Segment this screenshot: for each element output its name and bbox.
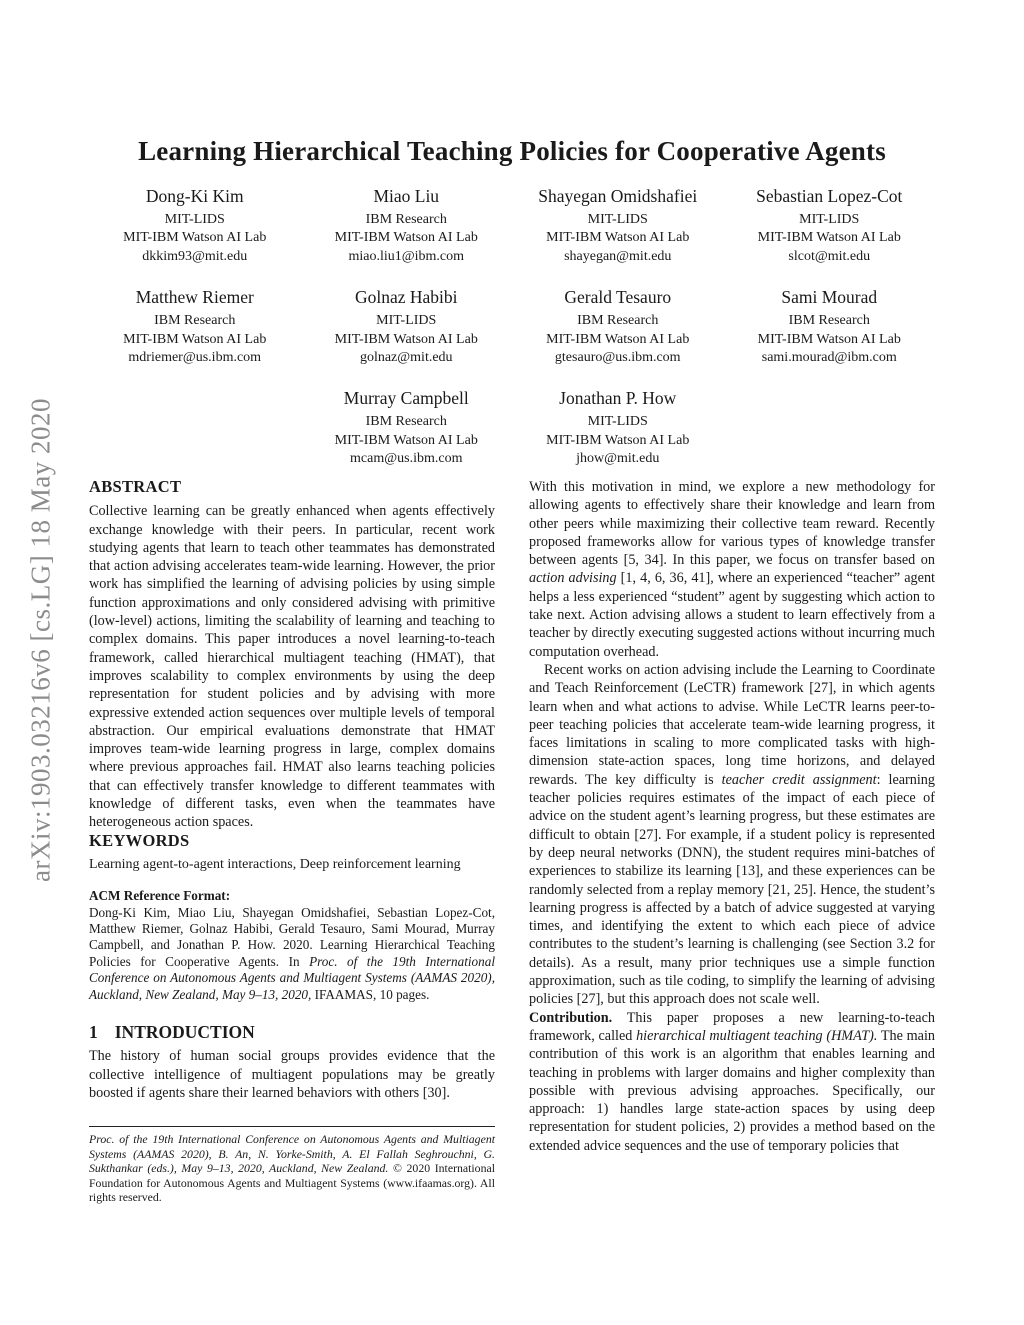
introduction-text: The history of human social groups provides evidence that the collective intelligence of multiagent populations may be greatly boosted if agents share their learned behaviors with others [30]. xyxy=(89,1048,495,1101)
acm-reference-heading: ACM Reference Format: xyxy=(89,888,231,904)
author-affiliation: MIT-LIDS xyxy=(587,212,648,227)
author-block xyxy=(89,287,301,367)
author-email: gtesauro@us.ibm.com xyxy=(554,350,681,366)
author-affiliation: MIT-IBM Watson AI Lab xyxy=(334,331,478,347)
author-affiliation: IBM Research xyxy=(154,313,236,329)
section-title: INTRODUCTION xyxy=(114,1022,255,1043)
acm-reference-venue: Proc. of the 19th International Conference on Autonomous Agents and Multiagent Systems (AAMAS 2020), Auckland, New Zealand, May 9–13, 2020, xyxy=(89,953,495,1002)
paragraph-text: : learning teacher policies requires estimates of the impact of each piece of advice on the student agent’s learning progress, but these estimates are difficult to obtain [27]. For example, if a student policy is represented by deep neural networks (DNN), the student requires mini-batches of experiences to stabilize its learning [13], and these experiences can be randomly selected from a replay memory [21, 25]. Hence, the student’s learning progress is affected by a batch of advice suggested at varying times, and identifying the extent to which each piece of advice contributes to the student’s learning is challenging (see Section 3.2 for details). As a result, many prior techniques use a simple function approximation, such as tile coding, to simplify the learning of advising policies [27], but this approach does not scale well. xyxy=(529,771,935,1008)
acm-reference xyxy=(89,888,495,1003)
footnote-venue: Proc. of the 19th International Conference on Autonomous Agents and Multiagent Systems (AAMAS 2020), B. An, N. Yorke-Smith, A. El Fallah Seghrouchni, G. Sukthankar (eds.), May 9–13, 2020, Auckland, New Zealand. xyxy=(89,1132,495,1176)
author-affiliation: MIT-IBM Watson AI Lab xyxy=(757,331,901,347)
paragraph-text: [1, 4, 6, 36, 41], where an experienced “teacher” agent helps a less experienced “student” agent by suggesting which action to take next. Action advising allows a student to learn effectively from a teacher by directly executing suggested actions without incurring much computation overhead. xyxy=(529,570,935,660)
paragraph-text: Recent works on action advising include the Learning to Coordinate and Teach Reinforcement (LeCTR) framework [27], in which agents learn when and what actions to advise. While LeCTR learns peer-to-peer teaching policies that accelerate team-wide learning progress, it faces limitations in scaling to more complicated tasks with high-dimension state-action spaces, long time horizons, and delayed rewards. The key difficulty is xyxy=(529,661,935,788)
paragraph xyxy=(529,661,935,1009)
author-affiliation: IBM Research xyxy=(788,313,870,329)
author-affiliation: MIT-IBM Watson AI Lab xyxy=(546,432,690,448)
author-block xyxy=(512,388,724,468)
paragraph-emphasis: action advising xyxy=(529,570,617,587)
author-email: jhow@mit.edu xyxy=(576,451,660,467)
author-block xyxy=(512,287,724,367)
author-block xyxy=(724,186,936,266)
author-affiliation: IBM Research xyxy=(577,313,659,329)
author-name: Murray Campbell xyxy=(343,388,469,409)
abstract-heading: ABSTRACT xyxy=(89,477,182,496)
author-affiliation: MIT-LIDS xyxy=(164,212,225,227)
author-name: Sebastian Lopez-Cot xyxy=(756,186,903,206)
author-block xyxy=(89,186,301,266)
author-affiliation: IBM Research xyxy=(365,212,447,227)
author-email: mdriemer@us.ibm.com xyxy=(128,350,262,366)
author-affiliation: MIT-IBM Watson AI Lab xyxy=(123,230,267,246)
paragraph-emphasis: hierarchical multiagent teaching (HMAT). xyxy=(636,1027,878,1044)
author-name: Gerald Tesauro xyxy=(564,287,672,308)
paragraph-text: The main contribution of this work is an algorithm that enables learning and teaching in problems with larger domains and higher complexity than possible with previous advising approaches. Specifically, our approach: 1) handles large state-action spaces by using deep representation for student policies, 2) provides a method based on the extended advice sequences and the use of temporary policies that xyxy=(529,1027,936,1154)
author-name: Shayegan Omidshafiei xyxy=(538,186,698,206)
paragraph-text: With this motivation in mind, we explore a new methodology for allowing agents to effectively share their knowledge and learn from other peers while maximizing their collective team reward. Recently proposed frameworks allow for various types of knowledge transfer between agents [5, 34]. In this paper, we focus on transfer based on xyxy=(529,479,935,569)
author-block xyxy=(724,287,936,367)
author-name: Matthew Riemer xyxy=(135,287,254,308)
acm-reference-pages: IFAAMAS, 10 pages. xyxy=(311,986,430,1002)
author-name: Dong-Ki Kim xyxy=(145,186,244,206)
arxiv-watermark: arXiv:1903.03216v6 [cs.LG] 18 May 2020 xyxy=(25,398,56,882)
author-email: sami.mourad@ibm.com xyxy=(761,350,897,366)
author-name: Jonathan P. How xyxy=(559,388,677,409)
author-affiliation: MIT-IBM Watson AI Lab xyxy=(123,331,267,347)
author-email: shayegan@mit.edu xyxy=(564,248,672,264)
page-title: Learning Hierarchical Teaching Policies for Cooperative Agents xyxy=(138,136,886,166)
author-affiliation: MIT-IBM Watson AI Lab xyxy=(546,331,690,347)
author-affiliation: MIT-IBM Watson AI Lab xyxy=(334,432,478,448)
author-affiliation: MIT-IBM Watson AI Lab xyxy=(546,230,690,246)
author-affiliation: MIT-LIDS xyxy=(799,212,860,227)
paragraph-text: This paper proposes a new learning-to-teach framework, called xyxy=(529,1009,935,1044)
author-email: mcam@us.ibm.com xyxy=(350,451,463,467)
author-email: dkkim93@mit.edu xyxy=(142,248,248,264)
author-affiliation: MIT-IBM Watson AI Lab xyxy=(334,230,478,246)
acm-reference-text: Dong-Ki Kim, Miao Liu, Shayegan Omidshafiei, Sebastian Lopez-Cot, Matthew Riemer, Golnaz Habibi, Gerald Tesauro, Sami Mourad, Murray Campbell, and Jonathan P. How. 2020. Learning Hierarchical Teaching Policies for Cooperative Agents. In xyxy=(89,904,495,969)
author-block xyxy=(512,186,724,266)
left-column xyxy=(89,478,495,1102)
keywords-heading: KEYWORDS xyxy=(89,830,190,850)
author-grid xyxy=(89,186,935,469)
author-affiliation: IBM Research xyxy=(365,414,447,430)
section-heading-introduction xyxy=(89,1023,495,1041)
author-affiliation: MIT-IBM Watson AI Lab xyxy=(757,230,901,246)
conference-footnote xyxy=(89,1126,495,1205)
author-block xyxy=(301,388,513,468)
section-number: 1 xyxy=(89,1022,98,1043)
author-block xyxy=(301,287,513,367)
author-name: Golnaz Habibi xyxy=(354,287,458,308)
contribution-label: Contribution. xyxy=(529,1009,613,1026)
paragraph-emphasis: teacher credit assignment xyxy=(721,771,877,788)
keywords-text: Learning agent-to-agent interactions, Deep reinforcement learning xyxy=(89,856,461,872)
author-block xyxy=(301,186,513,266)
author-affiliation: MIT-LIDS xyxy=(587,414,648,430)
footnote-copyright: © 2020 International Foundation for Autonomous Agents and Multiagent Systems (www.ifaamas.org). All rights reserved. xyxy=(89,1161,495,1205)
author-email: golnaz@mit.edu xyxy=(359,350,453,366)
author-name: Miao Liu xyxy=(373,186,440,206)
author-name: Sami Mourad xyxy=(781,287,878,308)
right-column xyxy=(529,478,935,1155)
author-email: slcot@mit.edu xyxy=(788,248,871,264)
author-affiliation: MIT-LIDS xyxy=(376,313,437,329)
paragraph xyxy=(529,478,935,661)
paragraph-contribution xyxy=(529,1009,935,1155)
author-email: miao.liu1@ibm.com xyxy=(348,248,465,264)
abstract-text: Collective learning can be greatly enhanced when agents effectively exchange knowledge with their peers. In particular, recent work studying agents that learn to teach other teammates has demonstrated that action advising accelerates team-wide learning. However, the prior work has simplified the learning of advising policies by using simple function approximations and only considered advising with primitive (low-level) actions, limiting the scalability of learning and teaching to complex domains. This paper introduces a novel learning-to-teach framework, called hierarchical multiagent teaching (HMAT), that improves scalability to complex environments by using the deep representation for student policies and by advising with more expressive extended action sequences over multiple levels of temporal abstraction. Our empirical evaluations demonstrate that HMAT improves team-wide learning progress in large, complex domains where previous approaches fail. HMAT also learns teaching policies that can effectively transfer knowledge to different teammates with knowledge of different tasks, even when the teammates have heterogeneous action spaces. xyxy=(89,503,495,831)
